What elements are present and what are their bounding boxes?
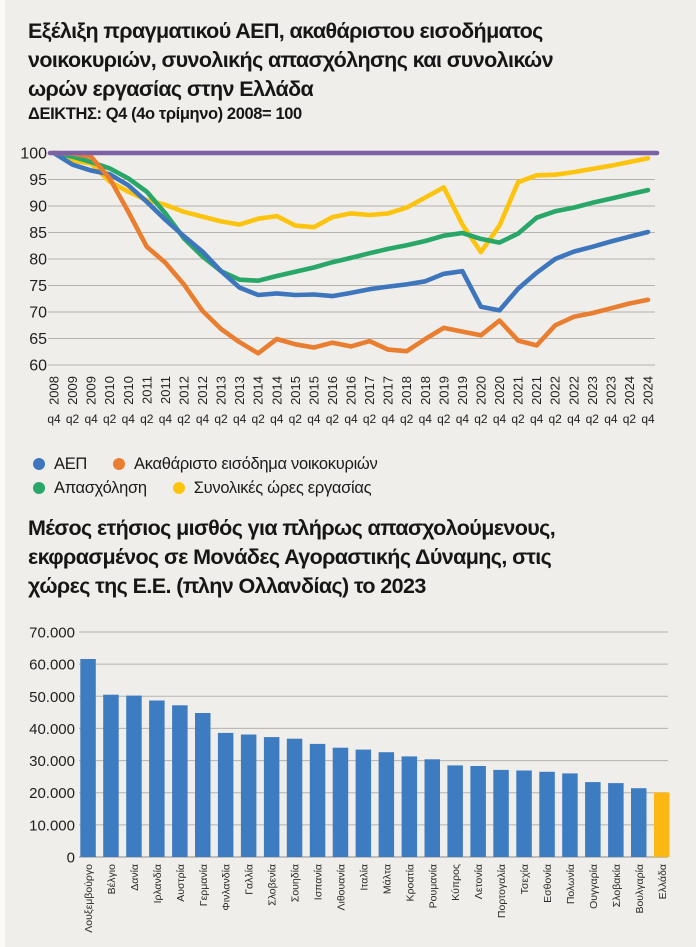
- svg-text:Δανία: Δανία: [128, 864, 141, 891]
- svg-text:2020: 2020: [473, 376, 489, 405]
- svg-text:Βέλγιο: Βέλγιο: [105, 864, 118, 895]
- svg-text:2023: 2023: [603, 376, 619, 405]
- svg-text:75: 75: [29, 278, 47, 295]
- svg-text:Κροατία: Κροατία: [404, 864, 417, 902]
- svg-text:Σλοβενία: Σλοβενία: [266, 864, 279, 906]
- svg-text:q4: q4: [270, 412, 284, 426]
- svg-text:Γερμανία: Γερμανία: [197, 864, 210, 907]
- svg-text:q2: q2: [400, 412, 414, 426]
- svg-text:Εσθονία: Εσθονία: [542, 864, 554, 903]
- svg-text:2013: 2013: [213, 376, 229, 405]
- svg-text:Βουλγαρία: Βουλγαρία: [633, 864, 646, 914]
- svg-text:2017: 2017: [380, 376, 396, 405]
- svg-text:2015: 2015: [306, 376, 322, 405]
- gdp-legend-dot-icon: [33, 458, 45, 470]
- svg-text:q2: q2: [140, 412, 154, 426]
- bar-Βουλγαρία: [631, 788, 647, 857]
- svg-text:q2: q2: [288, 412, 302, 426]
- svg-text:2020: 2020: [492, 376, 507, 405]
- bar-chart-title-line3: χώρες της Ε.Ε. (πλην Ολλανδίας) το 2023: [28, 574, 426, 598]
- svg-text:95: 95: [29, 172, 47, 189]
- svg-text:2019: 2019: [454, 376, 470, 405]
- svg-text:60: 60: [29, 357, 47, 375]
- svg-text:q4: q4: [492, 412, 507, 426]
- series-line-income: [54, 153, 648, 353]
- svg-text:Ελλάδα: Ελλάδα: [656, 864, 669, 900]
- svg-text:q2: q2: [548, 412, 562, 426]
- svg-text:80: 80: [29, 251, 47, 269]
- bar-chart-title-line1: Μέσος ετήσιος μισθός για πλήρως απασχολούμενους,: [28, 516, 556, 540]
- income-legend-dot-icon: [113, 458, 125, 470]
- bar-Τσεχία: [516, 771, 532, 858]
- svg-text:Ρουμανία: Ρουμανία: [427, 864, 440, 909]
- svg-text:2017: 2017: [362, 376, 378, 405]
- svg-text:q4: q4: [158, 412, 173, 426]
- legend-item-gdp: [33, 455, 87, 474]
- svg-text:50.000: 50.000: [29, 688, 75, 706]
- svg-text:q2: q2: [511, 412, 525, 426]
- svg-text:2010: 2010: [120, 376, 136, 405]
- bar-Βέλγιο: [103, 695, 119, 857]
- svg-text:q4: q4: [195, 412, 210, 426]
- line-chart-title-line2: νοικοκυριών, συνολικής απασχόλησης και συνολικών: [28, 48, 553, 72]
- bar-Φινλανδία: [218, 733, 234, 857]
- svg-text:Ουγγαρία: Ουγγαρία: [587, 864, 600, 909]
- svg-text:2009: 2009: [65, 376, 81, 405]
- svg-text:2014: 2014: [250, 376, 266, 405]
- svg-text:2008: 2008: [46, 376, 62, 405]
- svg-text:Λουξεμβούργο: Λουξεμβούργο: [83, 864, 95, 933]
- bar-Ιταλία: [356, 750, 372, 857]
- employment-legend-dot-icon: [33, 482, 45, 494]
- bar-Ιρλανδία: [149, 701, 165, 858]
- legend-item-income: [113, 455, 377, 474]
- bar-Λουξεμβούργο: [80, 659, 96, 857]
- bar-Κύπρος: [447, 765, 463, 857]
- svg-text:q4: q4: [47, 412, 61, 426]
- svg-text:2019: 2019: [436, 376, 452, 405]
- svg-text:q4: q4: [604, 412, 618, 426]
- svg-text:Γαλλία: Γαλλία: [243, 864, 256, 895]
- svg-text:2014: 2014: [269, 376, 285, 405]
- svg-text:40.000: 40.000: [29, 720, 75, 738]
- svg-text:2011: 2011: [157, 376, 173, 404]
- svg-text:2018: 2018: [399, 376, 415, 405]
- svg-text:85: 85: [29, 225, 47, 242]
- svg-text:Ιταλία: Ιταλία: [358, 864, 371, 891]
- svg-text:2010: 2010: [102, 376, 118, 405]
- svg-text:2024: 2024: [640, 376, 656, 405]
- svg-text:q4: q4: [529, 412, 544, 426]
- svg-text:2016: 2016: [324, 376, 340, 405]
- svg-text:2018: 2018: [417, 376, 433, 405]
- svg-text:Λιθουανία: Λιθουανία: [335, 864, 348, 911]
- svg-text:Σλοβακία: Σλοβακία: [610, 864, 623, 908]
- employment-legend-label: Απασχόληση: [54, 478, 147, 497]
- bar-Μάλτα: [379, 752, 395, 857]
- salary-bars: [80, 659, 669, 857]
- bar-chart-title-line2: εκφρασμένος σε Μονάδες Αγοραστικής Δύναμης, στις: [28, 545, 552, 569]
- income-legend-label: Ακαθάριστο εισόδημα νοικοκυριών: [134, 454, 378, 473]
- legend-row-2: [33, 476, 403, 500]
- bar-Λιθουανία: [333, 748, 349, 857]
- svg-text:2024: 2024: [621, 376, 637, 405]
- svg-text:q2: q2: [103, 412, 117, 426]
- svg-text:q2: q2: [585, 412, 599, 426]
- bar-Αυστρία: [172, 705, 188, 857]
- svg-text:2012: 2012: [176, 376, 192, 405]
- svg-text:Φινλανδία: Φινλανδία: [220, 864, 233, 911]
- svg-text:2022: 2022: [547, 376, 563, 405]
- series-line-gdp: [54, 153, 648, 310]
- bar-Σλοβενία: [264, 737, 280, 857]
- bar-chart-country-labels: [83, 864, 669, 933]
- svg-text:Κύπρος: Κύπρος: [450, 864, 463, 901]
- bar-Σλοβακία: [608, 783, 624, 857]
- bar-Εσθονία: [539, 772, 555, 857]
- svg-text:2016: 2016: [343, 376, 359, 405]
- svg-text:q4: q4: [567, 412, 581, 426]
- legend-item-employment: [33, 479, 147, 498]
- svg-text:q4: q4: [344, 412, 358, 426]
- line-chart-x-axis-labels: [47, 376, 656, 426]
- bar-Γερμανία: [195, 713, 211, 857]
- bar-chart-title: [28, 514, 555, 601]
- svg-text:q4: q4: [381, 412, 395, 426]
- bar-Λετονία: [470, 766, 486, 857]
- hours-legend-dot-icon: [173, 482, 185, 494]
- hours-legend-label: Συνολικές ώρες εργασίας: [193, 478, 372, 497]
- svg-text:q2: q2: [474, 412, 488, 426]
- svg-text:Λετονία: Λετονία: [473, 864, 486, 900]
- svg-text:q4: q4: [121, 412, 135, 426]
- bar-Κροατία: [402, 756, 418, 857]
- svg-text:65: 65: [29, 331, 47, 348]
- line-chart-y-axis-labels: [20, 146, 47, 375]
- svg-text:Ιρλανδία: Ιρλανδία: [151, 864, 164, 904]
- bar-Σουηδία: [287, 739, 303, 857]
- svg-text:q4: q4: [455, 412, 470, 426]
- legend-item-hours: [173, 479, 372, 498]
- svg-text:90: 90: [29, 198, 47, 216]
- svg-text:Σουηδία: Σουηδία: [289, 864, 302, 903]
- svg-text:q2: q2: [251, 412, 265, 426]
- svg-text:70.000: 70.000: [29, 624, 75, 642]
- line-chart-title-line1: Εξέλιξη πραγματικού ΑΕΠ, ακαθάριστου εισοδήματος: [28, 19, 543, 43]
- bar-Πορτογαλία: [493, 770, 509, 857]
- bar-chart-y-axis-labels: [29, 625, 75, 867]
- svg-text:q2: q2: [622, 412, 637, 426]
- line-chart-title-line3: ωρών εργασίας στην Ελλάδα: [28, 77, 314, 101]
- svg-text:0: 0: [66, 849, 75, 867]
- bar-Γαλλία: [241, 735, 257, 858]
- svg-text:2011: 2011: [139, 376, 155, 404]
- bar-Πολωνία: [562, 773, 578, 857]
- svg-text:q2: q2: [325, 412, 340, 426]
- bar-Ουγγαρία: [585, 782, 601, 857]
- svg-text:60.000: 60.000: [29, 656, 75, 674]
- svg-text:Τσεχία: Τσεχία: [519, 864, 532, 895]
- svg-text:q4: q4: [84, 412, 98, 426]
- svg-text:q2: q2: [214, 412, 228, 426]
- svg-text:Μάλτα: Μάλτα: [381, 864, 394, 895]
- svg-text:2009: 2009: [83, 376, 99, 405]
- svg-text:q2: q2: [437, 412, 451, 426]
- svg-text:Ισπανία: Ισπανία: [312, 864, 325, 901]
- svg-text:2012: 2012: [195, 376, 210, 405]
- svg-text:q4: q4: [307, 412, 321, 426]
- svg-text:10.000: 10.000: [29, 817, 75, 835]
- svg-text:Πολωνία: Πολωνία: [564, 864, 577, 905]
- svg-text:2013: 2013: [232, 376, 248, 405]
- svg-text:Αυστρία: Αυστρία: [174, 864, 187, 902]
- svg-text:20.000: 20.000: [29, 785, 75, 803]
- gdp-legend-label: ΑΕΠ: [54, 454, 88, 473]
- bar-Ισπανία: [310, 744, 326, 857]
- bar-Δανία: [126, 696, 142, 857]
- bar-greece-highlight: [654, 792, 670, 857]
- line-chart-index-note: ΔΕΙΚΤΗΣ: Q4 (4ο τρίμηνο) 2008= 100: [28, 105, 302, 123]
- svg-text:2022: 2022: [566, 376, 582, 405]
- svg-text:2015: 2015: [287, 376, 303, 405]
- svg-text:2023: 2023: [584, 376, 600, 405]
- svg-text:2021: 2021: [510, 376, 526, 405]
- legend-row-1: [33, 452, 403, 476]
- svg-text:q4: q4: [641, 412, 655, 426]
- svg-text:Πορτογαλία: Πορτογαλία: [496, 864, 509, 919]
- svg-text:70: 70: [29, 304, 47, 322]
- svg-text:2021: 2021: [529, 376, 545, 405]
- svg-text:q4: q4: [418, 412, 432, 426]
- svg-text:30.000: 30.000: [29, 753, 75, 771]
- svg-text:q2: q2: [177, 412, 191, 426]
- bar-chart-gridlines: [79, 632, 668, 857]
- svg-text:q2: q2: [362, 412, 377, 426]
- svg-text:100: 100: [20, 145, 47, 163]
- svg-text:q2: q2: [65, 412, 80, 426]
- svg-text:q4: q4: [232, 412, 247, 426]
- line-chart-legend: [33, 452, 403, 500]
- bar-Ρουμανία: [425, 759, 441, 857]
